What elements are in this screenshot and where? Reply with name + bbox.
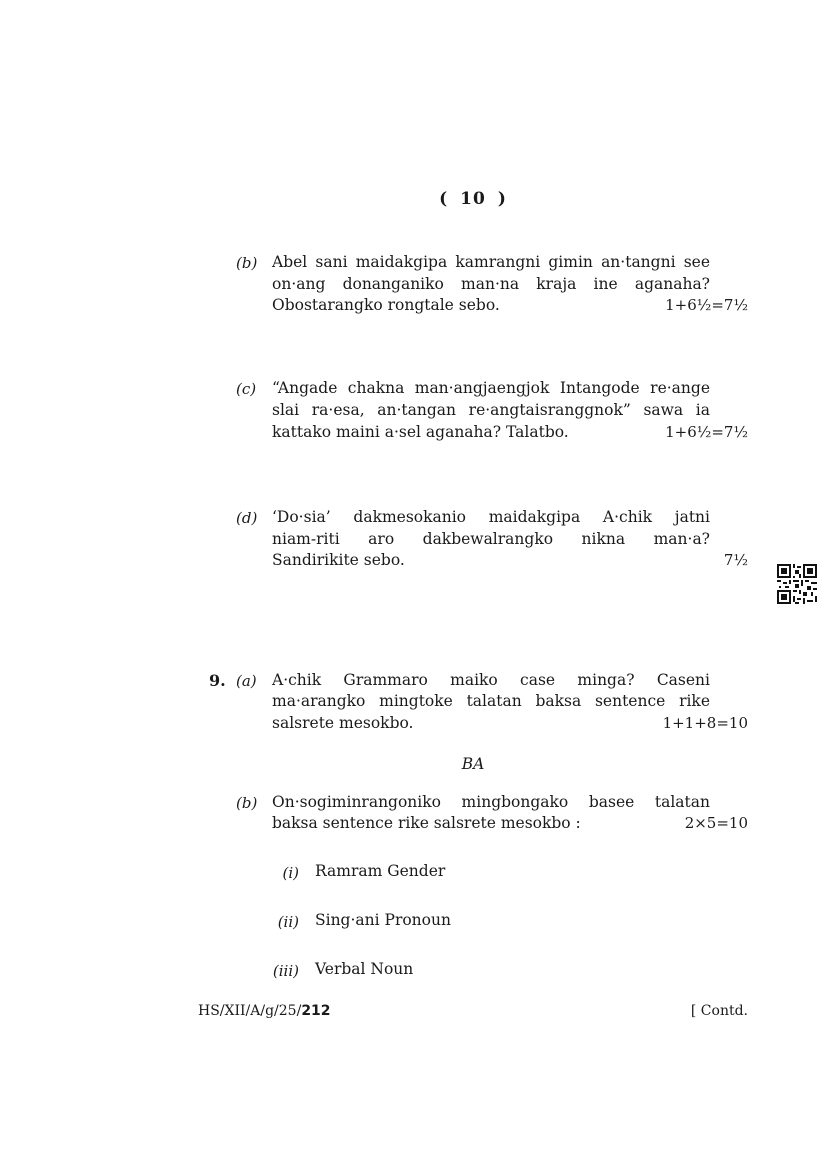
question-label: (b)	[236, 254, 258, 272]
page-number-open: (	[439, 189, 449, 209]
page-number	[0, 189, 828, 209]
paper-code	[198, 1003, 331, 1019]
qr-code	[777, 564, 817, 604]
question-line: Sandirikite sebo.	[272, 551, 405, 569]
question-label: (c)	[236, 380, 257, 398]
question-marks: 7½	[723, 551, 748, 569]
page-number-close: )	[497, 189, 507, 209]
question-line: ‘Do·sia’ dakmesokanio maidakgipa A·chik jatni	[272, 508, 710, 526]
or-separator: BA	[461, 755, 485, 773]
question-line: A·chik Grammaro maiko case minga? Caseni	[272, 671, 710, 689]
sub-item-text: Sing·ani Pronoun	[315, 911, 451, 929]
question-label: (d)	[236, 509, 258, 527]
question-line: salsrete mesokbo.	[272, 714, 414, 732]
sub-item-text: Verbal Noun	[315, 960, 414, 978]
question-label: (a)	[236, 672, 257, 690]
question-line: slai ra·esa, an·tangan re·angtaisranggnok” sawa ia	[272, 401, 710, 419]
question-marks: 1+1+8=10	[662, 714, 748, 732]
question-line: Obostarangko rongtale sebo.	[272, 296, 500, 314]
question-line: Abel sani maidakgipa kamrangni gimin an·tangni see	[272, 253, 710, 271]
question-line: ma·arangko mingtoke talatan baksa sentence rike	[272, 692, 710, 710]
question-label: (b)	[236, 794, 258, 812]
page-number-value: 10	[460, 189, 486, 209]
question-line: On·sogiminrangoniko mingbongako basee talatan	[272, 793, 710, 811]
question-marks: 2×5=10	[684, 814, 748, 832]
question-marks: 1+6½=7½	[665, 296, 748, 314]
paper-code-number: 212	[301, 1003, 331, 1019]
question-line: kattako maini a·sel aganaha? Talatbo.	[272, 423, 569, 441]
question-line: “Angade chakna man·angjaengjok Intangode re·ange	[272, 379, 710, 397]
paper-code-prefix: HS/XII/A/g/25/	[198, 1003, 302, 1019]
question-marks: 1+6½=7½	[665, 423, 748, 441]
sub-item-label: (i)	[282, 864, 299, 882]
question-line: baksa sentence rike salsrete mesokbo :	[272, 814, 581, 832]
sub-item-label: (iii)	[272, 962, 299, 980]
contd-label: [ Contd.	[690, 1003, 748, 1019]
sub-item-label: (ii)	[277, 913, 299, 931]
sub-item-text: Ramram Gender	[315, 862, 446, 880]
question-line: niam-riti aro dakbewalrangko nikna man·a?	[272, 530, 710, 548]
question-number: 9.	[209, 671, 226, 690]
question-line: on·ang donanganiko man·na kraja ine aganaha?	[272, 275, 710, 293]
